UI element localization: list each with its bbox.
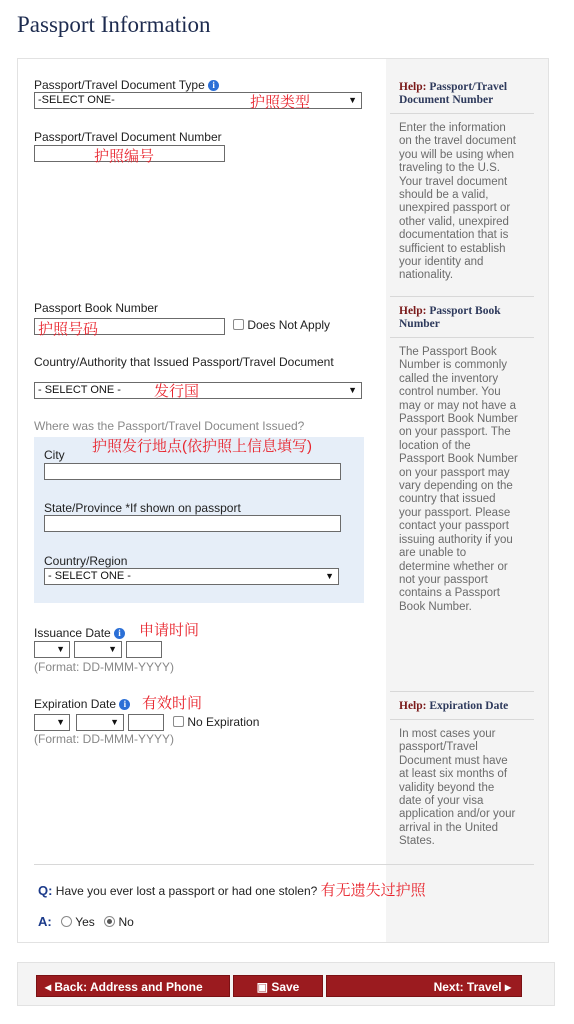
help-title-book-number: Help: Passport Book Number xyxy=(399,305,501,330)
state-input[interactable] xyxy=(44,515,341,532)
divider xyxy=(390,296,534,297)
no-option[interactable]: No xyxy=(104,915,134,929)
expiration-day-select[interactable] xyxy=(34,714,70,731)
navigation-bar xyxy=(17,962,555,1006)
divider xyxy=(390,691,534,692)
issuing-country-label: Country/Authority that Issued Passport/Travel Document xyxy=(34,355,334,369)
country-region-select[interactable]: - SELECT ONE - ▼ xyxy=(44,568,339,585)
issuance-date-label: Issuance Date i xyxy=(34,626,125,640)
issuance-date-annotation: 申请时间 xyxy=(139,622,200,639)
doc-number-label: Passport/Travel Document Number xyxy=(34,130,222,144)
expiration-date-format: (Format: DD-MMM-YYYY) xyxy=(34,732,174,746)
doc-type-label: Passport/Travel Document Type i xyxy=(34,78,219,92)
chevron-down-icon: ▼ xyxy=(325,571,334,581)
no-expiration-option[interactable]: No Expiration xyxy=(173,715,259,729)
no-radio[interactable] xyxy=(104,916,115,927)
yes-option[interactable]: Yes xyxy=(61,915,98,929)
issued-where-label: Where was the Passport/Travel Document Issued? xyxy=(34,419,305,433)
info-icon[interactable]: i xyxy=(119,699,130,710)
info-icon[interactable]: i xyxy=(208,80,219,91)
save-button[interactable]: ▣ Save xyxy=(233,975,323,997)
help-body-expiration: In most cases your passport/Travel Document must have at least six months of validity beyond the date of your visa application and/or your arrival in the United States. xyxy=(399,728,516,848)
passport-form-panel xyxy=(17,58,549,943)
help-title-expiration: Help: Expiration Date xyxy=(399,700,509,712)
expiration-month-select[interactable] xyxy=(76,714,124,731)
expiration-date-label: Expiration Date i xyxy=(34,697,130,711)
chevron-down-icon: ▼ xyxy=(56,717,65,727)
chevron-right-icon: ▸ xyxy=(504,980,511,994)
does-not-apply-checkbox[interactable] xyxy=(233,319,244,330)
issuance-month-select[interactable] xyxy=(74,641,122,658)
page-title: Passport Information xyxy=(17,12,211,37)
chevron-down-icon: ▼ xyxy=(108,644,117,654)
help-body-doc-number: Enter the information on the travel document you will be using when traveling to the U.S. Your travel document should be a valid, unexpired passport or other valid, unexpired documentation that is sufficient to establish your identity and nationality. xyxy=(399,122,516,282)
doc-type-annotation: 护照类型 xyxy=(250,94,311,111)
info-icon[interactable]: i xyxy=(114,628,125,639)
does-not-apply-option[interactable]: Does Not Apply xyxy=(233,318,330,332)
chevron-down-icon: ▼ xyxy=(348,385,357,395)
city-label: City xyxy=(44,448,65,462)
help-body-book-number: The Passport Book Number is commonly called the inventory control number. You may or may not have a Passport Book Number on your passport. The location of the Passport Book Number on your passport may vary depending on the country that issued your passport. Please contact your passport issuing authority if you are unable to determine whether or not your passport contains a Passport Book Number. xyxy=(399,346,518,613)
expiration-year-input[interactable] xyxy=(128,714,164,731)
lost-passport-answer: A: Yes No xyxy=(38,914,134,929)
book-number-annotation: 护照号码 xyxy=(38,321,99,338)
issuing-country-annotation: 发行国 xyxy=(154,383,200,400)
next-button[interactable]: Next: Travel ▸ xyxy=(326,975,522,997)
doc-type-select[interactable]: -SELECT ONE- ▼ xyxy=(34,92,362,109)
save-icon: ▣ xyxy=(256,980,268,994)
help-title-doc-number: Help: Passport/Travel Document Number xyxy=(399,81,508,106)
divider xyxy=(390,719,534,720)
state-label: State/Province *If shown on passport xyxy=(44,501,241,515)
issuing-country-select[interactable]: - SELECT ONE - ▼ xyxy=(34,382,362,399)
chevron-left-icon: ◂ xyxy=(45,980,52,994)
issuance-date-format: (Format: DD-MMM-YYYY) xyxy=(34,660,174,674)
chevron-down-icon: ▼ xyxy=(348,95,357,105)
chevron-down-icon: ▼ xyxy=(110,717,119,727)
chevron-down-icon: ▼ xyxy=(56,644,65,654)
yes-radio[interactable] xyxy=(61,916,72,927)
lost-passport-question: Q: Have you ever lost a passport or had one stolen? 有无遗失过护照 xyxy=(38,882,426,899)
doc-number-annotation: 护照编号 xyxy=(94,148,155,165)
book-number-label: Passport Book Number xyxy=(34,301,159,315)
expiration-date-annotation: 有效时间 xyxy=(142,695,203,712)
back-button[interactable]: ◂ Back: Address and Phone xyxy=(36,975,230,997)
divider xyxy=(390,337,534,338)
issued-where-annotation: 护照发行地点(依护照上信息填写) xyxy=(92,438,312,455)
lost-passport-annotation: 有无遗失过护照 xyxy=(320,882,426,899)
no-expiration-checkbox[interactable] xyxy=(173,716,184,727)
city-input[interactable] xyxy=(44,463,341,480)
form-area xyxy=(18,59,386,942)
issuance-year-input[interactable] xyxy=(126,641,162,658)
country-region-label: Country/Region xyxy=(44,554,128,568)
divider xyxy=(390,113,534,114)
divider xyxy=(34,864,534,865)
issuance-day-select[interactable] xyxy=(34,641,70,658)
